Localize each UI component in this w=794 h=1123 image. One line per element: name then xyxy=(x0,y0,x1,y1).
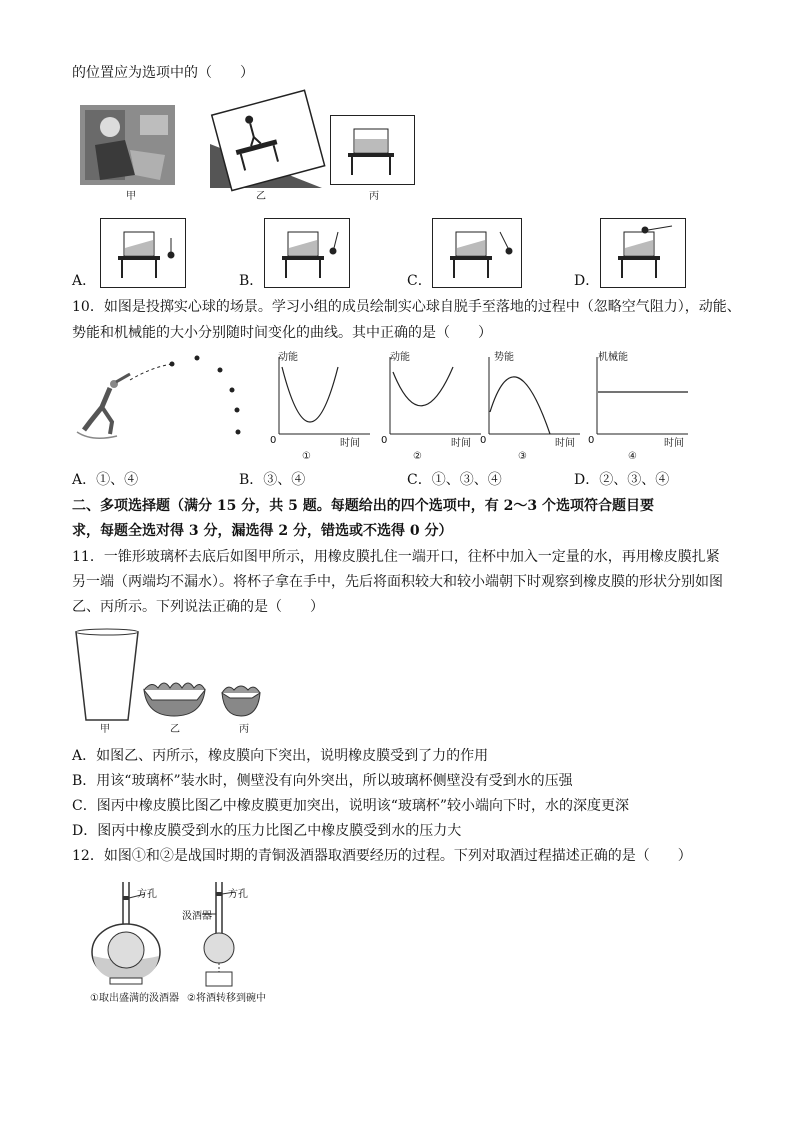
q12-label-square-hole-2: 方孔 xyxy=(228,889,248,900)
q12-label-square-hole-1: 方孔 xyxy=(137,889,157,900)
q10-graph-2-number: ② xyxy=(413,451,422,462)
q10-graph-3-ylabel: 势能 xyxy=(494,352,514,363)
q10-graph-2-origin: 0 xyxy=(381,435,388,446)
q12-caption-2: ②将酒转移到碗中 xyxy=(187,993,266,1004)
q11-option-b[interactable]: B．用该“玻璃杯”装水时，侧壁没有向外突出，所以玻璃杯侧壁没有受到水的压强 xyxy=(72,773,573,789)
q9-option-b-figure[interactable] xyxy=(264,218,350,288)
q11-stem-line-3: 乙、丙所示。下列说法正确的是（ ） xyxy=(72,599,324,615)
q11-stem-line-2: 另一端（两端均不漏水）。将杯子拿在手中，先后将面积较大和较小端朝下时观察到橡皮膜的形状分别如图 xyxy=(72,574,723,590)
q10-graph-4-xlabel: 时间 xyxy=(664,438,684,449)
q9-option-d-label[interactable]: D． xyxy=(574,273,600,289)
q11-option-d[interactable]: D．图丙中橡皮膜受到水的压力比图乙中橡皮膜受到水的压力大 xyxy=(72,823,462,839)
q10-graph-1-ylabel: 动能 xyxy=(278,352,298,363)
q10-graph-4-ylabel: 机械能 xyxy=(598,352,628,363)
q10-graph-3-xlabel: 时间 xyxy=(555,438,575,449)
q11-caption-bing: 丙 xyxy=(239,724,249,735)
q10-graph-2 xyxy=(381,352,491,462)
q9-table-figure-bing xyxy=(330,115,415,185)
q10-graph-3-number: ③ xyxy=(518,451,527,462)
q12-label-vessel: 汲酒器 xyxy=(182,911,212,922)
q9-caption-jia: 甲 xyxy=(126,191,136,202)
q10-option-c[interactable]: C．①、③、④ xyxy=(407,472,502,488)
q10-stem-line-2: 势能和机械能的大小分别随时间变化的曲线。其中正确的是（ ） xyxy=(72,325,492,341)
q11-option-a[interactable]: A．如图乙、丙所示，橡皮膜向下突出，说明橡皮膜受到了力的作用 xyxy=(72,748,489,764)
q12-stem-line-1: 12．如图①和②是战国时期的青铜汲酒器取酒要经历的过程。下列对取酒过程描述正确的是（ ） xyxy=(72,848,692,864)
q10-graph-4-origin: 0 xyxy=(588,435,595,446)
q10-graph-1-number: ① xyxy=(302,451,311,462)
q9-option-a-figure[interactable] xyxy=(100,218,186,288)
q10-option-b[interactable]: B．③、④ xyxy=(239,472,306,488)
q10-graph-3-origin: 0 xyxy=(480,435,487,446)
q9-option-c-figure[interactable] xyxy=(432,218,522,288)
q9-photo-jia xyxy=(80,105,175,185)
q10-option-d[interactable]: D．②、③、④ xyxy=(574,472,670,488)
q10-graph-2-ylabel: 动能 xyxy=(390,352,410,363)
q9-option-d-figure[interactable] xyxy=(600,218,686,288)
q11-caption-jia: 甲 xyxy=(100,724,110,735)
q9-option-a-label[interactable]: A． xyxy=(72,273,97,289)
q10-throwing-figure xyxy=(72,352,242,442)
q11-caption-yi: 乙 xyxy=(170,724,180,735)
section2-heading-line-2: 求，每题全选对得 3 分，漏选得 2 分，错选或不选得 0 分） xyxy=(72,523,453,539)
q10-graph-1-xlabel: 时间 xyxy=(340,438,360,449)
q10-graph-4-number: ④ xyxy=(628,451,637,462)
q9-option-b-label[interactable]: B． xyxy=(239,273,264,289)
q11-stem-line-1: 11．一锥形玻璃杯去底后如图甲所示，用橡皮膜扎住一端开口，往杯中加入一定量的水，再用橡皮膜扎紧 xyxy=(72,549,720,565)
q12-bronze-vessel-figure xyxy=(90,880,280,990)
q10-graph-1 xyxy=(270,352,380,462)
q11-option-c[interactable]: C．图丙中橡皮膜比图乙中橡皮膜更加突出，说明该“玻璃杯”较小端向下时，水的深度更深 xyxy=(72,798,630,814)
section2-heading-line-1: 二、多项选择题（满分 15 分，共 5 题。每题给出的四个选项中，有 2～3 个选项符合题目要 xyxy=(72,498,654,514)
q10-graph-2-xlabel: 时间 xyxy=(451,438,471,449)
q9-option-c-label[interactable]: C． xyxy=(407,273,432,289)
q9-tilted-figure-yi xyxy=(210,92,322,188)
q10-graph-1-origin: 0 xyxy=(270,435,277,446)
q9-caption-yi: 乙 xyxy=(256,191,266,202)
q10-stem-line-1: 10．如图是投掷实心球的场景。学习小组的成员绘制实心球自脱手至落地的过程中（忽略空气阻力），动能、 xyxy=(72,299,741,315)
q11-cup-figure xyxy=(72,628,272,728)
intro-line: 的位置应为选项中的（ ） xyxy=(72,65,254,81)
q9-caption-bing: 丙 xyxy=(369,191,379,202)
q10-option-a[interactable]: A．①、④ xyxy=(72,472,139,488)
q12-caption-1: ①取出盛满的汲酒器 xyxy=(90,993,179,1004)
